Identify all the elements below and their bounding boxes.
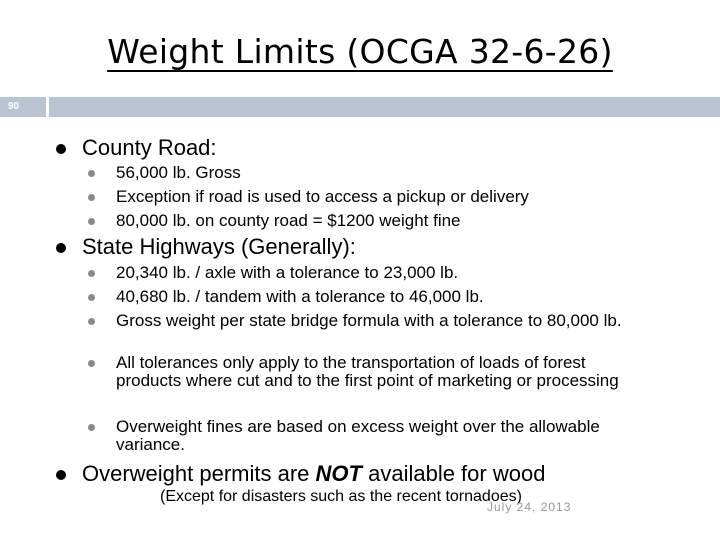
sub-bullet-dot [88, 270, 95, 277]
slide-number: 90 [0, 97, 46, 117]
sub-bullet-text: All tolerances only apply to the transportation of loads of forest products where cut and to the first point of marketing or processing [116, 353, 619, 390]
sub-bullet [116, 288, 484, 306]
bullet-dot [56, 470, 66, 480]
slide-title: Weight Limits (OCGA 32-6-26) [107, 32, 613, 71]
permit-exception-note: (Except for disasters such as the recent tornadoes) [160, 488, 522, 505]
bullet-label: State Highways (Generally): [82, 234, 356, 259]
sub-bullet [116, 264, 458, 282]
bullet-label-before: Overweight permits are [82, 461, 316, 486]
sub-bullet [116, 312, 636, 330]
sub-bullet-text: 20,340 lb. / axle with a tolerance to 23,000 lb. [116, 263, 459, 282]
sub-bullet-text: Exception if road is used to access a pickup or delivery [116, 187, 529, 206]
sub-bullet [116, 212, 461, 230]
bullet-state-highways [82, 235, 356, 259]
sub-bullet [116, 418, 636, 454]
sub-bullet-dot [88, 294, 95, 301]
sub-bullet-dot [88, 170, 95, 177]
bullet-dot [56, 243, 66, 253]
sub-bullet-text: Overweight fines are based on excess weight over the allowable variance. [116, 417, 600, 454]
sub-bullet-dot [88, 424, 95, 431]
sub-bullet-dot [88, 360, 95, 367]
sub-bullet-dot [88, 318, 95, 325]
bullet-overweight-permits [82, 462, 545, 486]
sub-bullet-dot [88, 194, 95, 201]
sub-bullet-text: 40,680 lb. / tandem with a tolerance to 46,000 lb. [116, 287, 484, 306]
bullet-label-after: available for wood [361, 461, 546, 486]
sub-bullet-text: 80,000 lb. on county road = $1200 weight fine [116, 211, 461, 230]
footer-date: July 24, 2013 [487, 500, 572, 514]
sub-bullet-dot [88, 218, 95, 225]
bullet-county-road [82, 136, 217, 160]
sub-bullet [116, 354, 636, 390]
sub-bullet [116, 164, 241, 182]
sub-bullet-text: Gross weight per state bridge formula with a tolerance to 80,000 lb. [116, 311, 622, 330]
sub-bullet [116, 188, 529, 206]
bullet-label: County Road: [82, 135, 217, 160]
bullet-dot [56, 144, 66, 154]
bullet-label-emphasis: NOT [315, 461, 362, 486]
sub-bullet-text: 56,000 lb. Gross [116, 163, 241, 182]
